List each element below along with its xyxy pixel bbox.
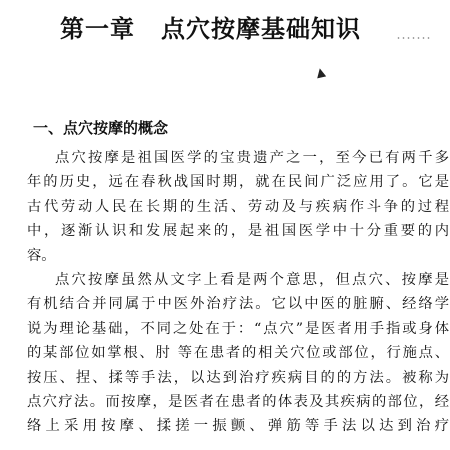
text-line: 年的历史，远在春秋战国时期，就在民间广泛应用了。它是 bbox=[27, 174, 449, 191]
paragraph-2 bbox=[27, 268, 449, 439]
chapter-title bbox=[60, 14, 400, 44]
text-line: 古代劳动人民在长期的生活、劳动及与疾病作斗争的过程 bbox=[27, 198, 449, 215]
text-line: 点穴疗法。而按摩，是医者在患者的体表及其疾病的部位，经 bbox=[27, 393, 449, 410]
text-line: 按压、捏、揉等手法，以达到治疗疾病目的的方法。被称为 bbox=[27, 369, 449, 386]
scan-dots-mark bbox=[396, 37, 430, 39]
text-line: 有机结合并同属于中医外治疗法。它以中医的脏腑、经络学 bbox=[27, 296, 449, 313]
text-line: 说为理论基础，不同之处在于：“点穴”是医者用手指或身体 bbox=[27, 320, 449, 337]
text-line: 点穴按摩虽然从文字上看是两个意思，但点穴、按摩是 bbox=[55, 271, 449, 288]
paragraph-1 bbox=[27, 146, 449, 268]
text-line: 中，逐渐认识和发展起来的，是祖国医学中十分重要的内 bbox=[27, 223, 449, 240]
chapter-name: 点穴按摩基础知识 bbox=[161, 14, 361, 43]
text-line: 容。 bbox=[27, 247, 56, 264]
section-heading: 一、点穴按摩的概念 bbox=[33, 119, 169, 137]
text-line: 点穴按摩是祖国医学的宝贵遗产之一，至今已有两千多 bbox=[55, 150, 449, 166]
ink-smudge-mark: ▲ bbox=[314, 64, 327, 80]
chapter-number: 第一章 bbox=[60, 14, 135, 43]
text-line: 的某部位如掌根、肘 等在患者的相关穴位或部位，行施点、 bbox=[27, 345, 449, 362]
body-text bbox=[27, 146, 449, 439]
text-line: 络上采用按摩、揉搓一振颤、弹筋等手法以达到治疗 bbox=[27, 418, 449, 435]
